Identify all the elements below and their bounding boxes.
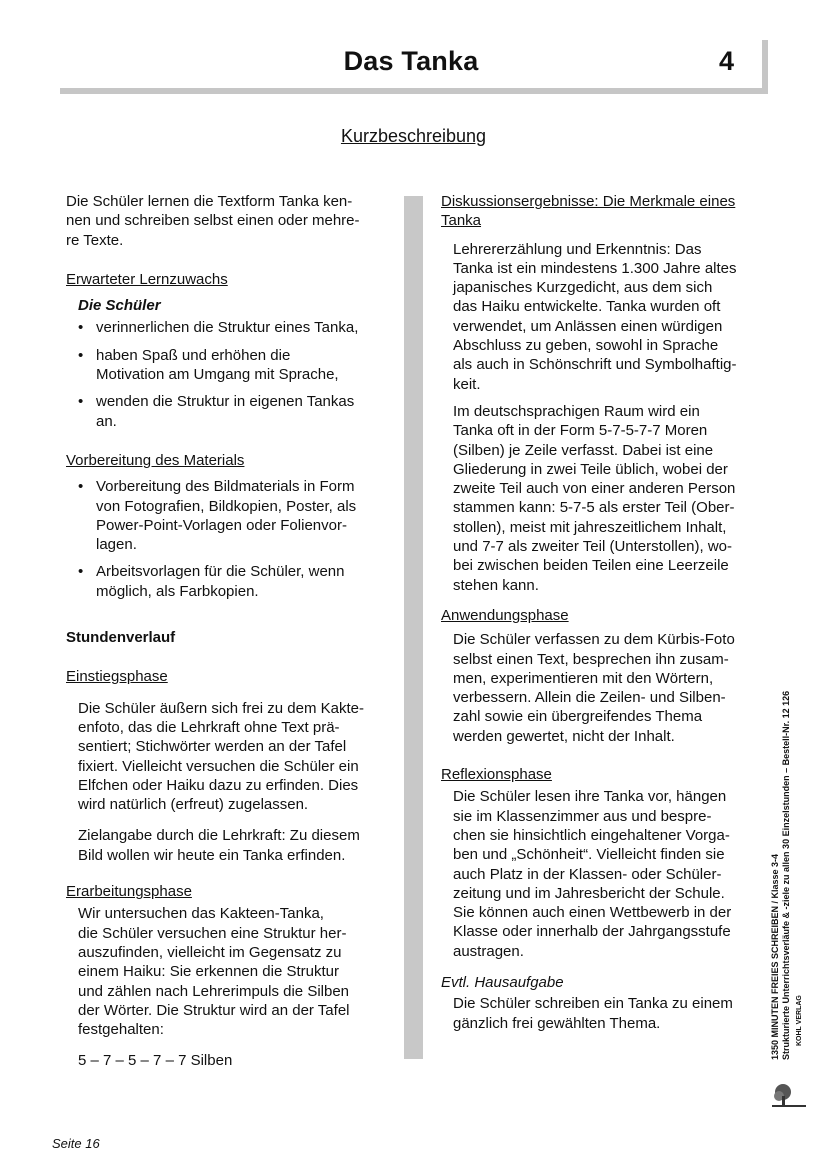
text-line: als auch in Schönschrift und Symbolhaftig- bbox=[453, 356, 737, 374]
diskussion-text-1 bbox=[441, 240, 766, 394]
right-column bbox=[441, 192, 766, 1033]
text-line: Im deutschsprachigen Raum wird ein bbox=[453, 402, 700, 420]
text-line: Tanka bbox=[441, 212, 482, 230]
text-line: austragen. bbox=[453, 942, 524, 960]
lernzuwachs-list bbox=[66, 318, 386, 430]
text-line: verinnerlichen die Struktur eines Tanka, bbox=[96, 319, 359, 337]
text-line: stehen kann. bbox=[453, 576, 539, 594]
text-line: der Wörter. Die Struktur wird an der Tafel bbox=[78, 1001, 350, 1019]
text-line: festgehalten: bbox=[78, 1021, 164, 1039]
text-line: einem Haiku: Sie erkennen die Struktur bbox=[78, 963, 339, 981]
text-line: fixiert. Vielleicht versuchen die Schüler ein bbox=[78, 757, 359, 775]
text-line: chen sie hinsichtlich eingehaltener Vorga- bbox=[453, 826, 730, 844]
text-line: zweite Teil auch von einer anderen Person bbox=[453, 480, 736, 498]
lernzuwachs-heading: Erwarteter Lernzuwachs bbox=[66, 270, 228, 288]
chapter-number: 4 bbox=[718, 46, 734, 76]
list-item bbox=[66, 392, 386, 431]
text-line: Abschluss zu geben, sowohl in Sprache bbox=[453, 337, 719, 355]
text-line: (Silben) je Zeile verfasst. Dabei ist eine bbox=[453, 441, 714, 459]
text-line: selbst einen Text, besprechen ihn zusam- bbox=[453, 650, 729, 668]
text-line: stammen kann: 5-7-5 als erster Teil (Ober- bbox=[453, 499, 735, 517]
title-bar bbox=[60, 40, 768, 94]
tree-logo-icon bbox=[772, 1082, 806, 1108]
text-line: Die Schüler lernen die Textform Tanka ken- bbox=[66, 193, 353, 210]
side-publication-info bbox=[770, 630, 792, 1060]
einstieg-text bbox=[66, 699, 386, 815]
text-line: men, experimentieren mit den Wörtern, bbox=[453, 669, 714, 687]
text-line: Die Schüler verfassen zu dem Kürbis-Foto bbox=[453, 631, 735, 649]
anwendung-text bbox=[441, 630, 766, 746]
text-line: und zählen nach Lehrerimpuls die Silben bbox=[78, 982, 350, 1000]
text-line: stollen), meist mit jahreszeitlichem Inhalt, bbox=[453, 518, 727, 536]
text-line: japanisches Kurzgedicht, aus dem sich bbox=[453, 279, 713, 297]
text-line: wenden die Struktur in eigenen Tankas bbox=[96, 393, 355, 411]
text-line: Vorbereitung des Bildmaterials in Form bbox=[96, 478, 355, 496]
vorbereitung-heading: Vorbereitung des Materials bbox=[66, 451, 245, 469]
text-line: Motivation am Umgang mit Sprache, bbox=[96, 366, 339, 384]
bullet-icon: • bbox=[78, 563, 84, 581]
text-line: gänzlich frei gewählten Thema. bbox=[453, 1014, 661, 1032]
text-line: sentiert; Stichwörter werden an der Tafel bbox=[78, 738, 347, 756]
text-line: Wir untersuchen das Kakteen-Tanka, bbox=[78, 905, 324, 923]
bullet-icon: • bbox=[78, 478, 84, 496]
text-line: haben Spaß und erhöhen die bbox=[96, 346, 291, 364]
bullet-icon: • bbox=[78, 393, 84, 411]
list-item bbox=[66, 318, 386, 337]
text-line: keit. bbox=[453, 375, 481, 393]
side-line-1: 1350 MINUTEN FREIES SCHREIBEN / Klasse 3-4 bbox=[770, 853, 780, 1060]
left-column bbox=[66, 192, 386, 1071]
vorbereitung-list bbox=[66, 477, 386, 601]
intro-text bbox=[66, 192, 386, 250]
diskussion-heading bbox=[441, 192, 766, 231]
publisher-logo bbox=[772, 1082, 806, 1108]
text-line: verwendet, um Anlässen einen würdigen bbox=[453, 317, 723, 335]
text-line: Arbeitsvorlagen für die Schüler, wenn bbox=[96, 563, 345, 581]
list-item bbox=[66, 477, 386, 554]
side-line-2: Strukturierte Unterrichtsverläufe & -ziele zu allen 30 Einzelstunden – Bestell-Nr. 12 126 bbox=[781, 690, 791, 1060]
text-line: Die Schüler äußern sich frei zu dem Kakte- bbox=[78, 699, 364, 717]
section-heading: Kurzbeschreibung bbox=[340, 126, 487, 146]
hausaufgabe-text bbox=[441, 994, 766, 1033]
text-line: nen und schreiben selbst einen oder mehre- bbox=[66, 212, 360, 230]
text-line: Klasse oder innerhalb der Jahrgangsstufe bbox=[453, 923, 731, 941]
text-line: verbessern. Allein die Zeilen- und Silben- bbox=[453, 689, 726, 707]
text-line: Tanka ist ein mindestens 1.300 Jahre altes bbox=[453, 259, 737, 277]
text-line: Diskussionsergebnisse: Die Merkmale eines bbox=[441, 193, 736, 210]
text-line: Gliederung in zwei Teile üblich, wobei der bbox=[453, 460, 728, 478]
silben-formula: 5 – 7 – 5 – 7 – 7 Silben bbox=[78, 1052, 233, 1070]
text-line: re Texte. bbox=[66, 231, 124, 249]
page-title: Das Tanka bbox=[343, 46, 479, 76]
text-line: enfoto, das die Lehrkraft ohne Text prä- bbox=[78, 718, 340, 736]
anwendung-heading: Anwendungsphase bbox=[441, 606, 569, 624]
hausaufgabe-heading: Evtl. Hausaufgabe bbox=[441, 973, 564, 991]
text-line: Die Schüler schreiben ein Tanka zu einem bbox=[453, 995, 733, 1013]
text-line: von Fotografien, Bildkopien, Poster, als bbox=[96, 497, 357, 515]
text-line: Bild wollen wir heute ein Tanka erfinden. bbox=[78, 846, 346, 864]
reflexion-text bbox=[441, 787, 766, 961]
text-line: Elfchen oder Haiku dazu zu erfinden. Dies bbox=[78, 776, 359, 794]
text-line: Power-Point-Vorlagen oder Folienvor- bbox=[96, 516, 347, 534]
bullet-icon: • bbox=[78, 319, 84, 337]
text-line: zahl sowie ein übergreifendes Thema bbox=[453, 708, 703, 726]
text-line: Die Schüler lesen ihre Tanka vor, hängen bbox=[453, 788, 727, 806]
schueler-label: Die Schüler bbox=[78, 297, 161, 315]
erarbeitung-text bbox=[66, 904, 386, 1039]
text-line: möglich, als Farbkopien. bbox=[96, 582, 259, 600]
erarbeitung-heading: Erarbeitungsphase bbox=[66, 883, 192, 901]
diskussion-text-2 bbox=[441, 402, 766, 595]
text-line: ben und „Schönheit“. Vielleicht finden sie bbox=[453, 846, 725, 864]
page-number: Seite 16 bbox=[52, 1136, 100, 1151]
list-item bbox=[66, 562, 386, 601]
text-line: bei zwischen beiden Teilen eine Leerzeile bbox=[453, 557, 729, 575]
text-line: Sie können auch einen Wettbewerb in der bbox=[453, 904, 732, 922]
reflexion-heading: Reflexionsphase bbox=[441, 766, 552, 784]
publisher-name: KOHL VERLAG bbox=[796, 995, 803, 1046]
text-line: werden gewertet, nicht der Inhalt. bbox=[453, 727, 675, 745]
text-line: und 7-7 als zweiter Teil (Unterstollen), wo- bbox=[453, 538, 733, 556]
list-item bbox=[66, 346, 386, 385]
text-line: Tanka oft in der Form 5-7-5-7-7 Moren bbox=[453, 422, 708, 440]
text-line: die Schüler versuchen eine Struktur her- bbox=[78, 924, 347, 942]
text-line: sie im Klassenzimmer aus und bespre- bbox=[453, 807, 712, 825]
einstieg-heading: Einstiegsphase bbox=[66, 668, 168, 686]
bullet-icon: • bbox=[78, 346, 84, 364]
text-line: wird natürlich (erfreut) zugelassen. bbox=[78, 796, 309, 814]
text-line: auszufinden, vielleicht im Gegensatz zu bbox=[78, 943, 342, 961]
text-line: zeitung und im Jahresbericht der Schule. bbox=[453, 884, 725, 902]
text-line: das Haiku entwickelte. Tanka wurden oft bbox=[453, 298, 721, 316]
text-line: auch Platz in der Klassen- oder Schüler- bbox=[453, 865, 722, 883]
text-line: Zielangabe durch die Lehrkraft: Zu diesem bbox=[78, 827, 360, 845]
text-line: an. bbox=[96, 412, 117, 430]
text-line: Lehrererzählung und Erkenntnis: Das bbox=[453, 240, 702, 258]
stundenverlauf-heading: Stundenverlauf bbox=[66, 629, 176, 647]
text-line: lagen. bbox=[96, 536, 137, 554]
zielangabe-text bbox=[66, 826, 386, 865]
column-divider bbox=[404, 196, 423, 1059]
